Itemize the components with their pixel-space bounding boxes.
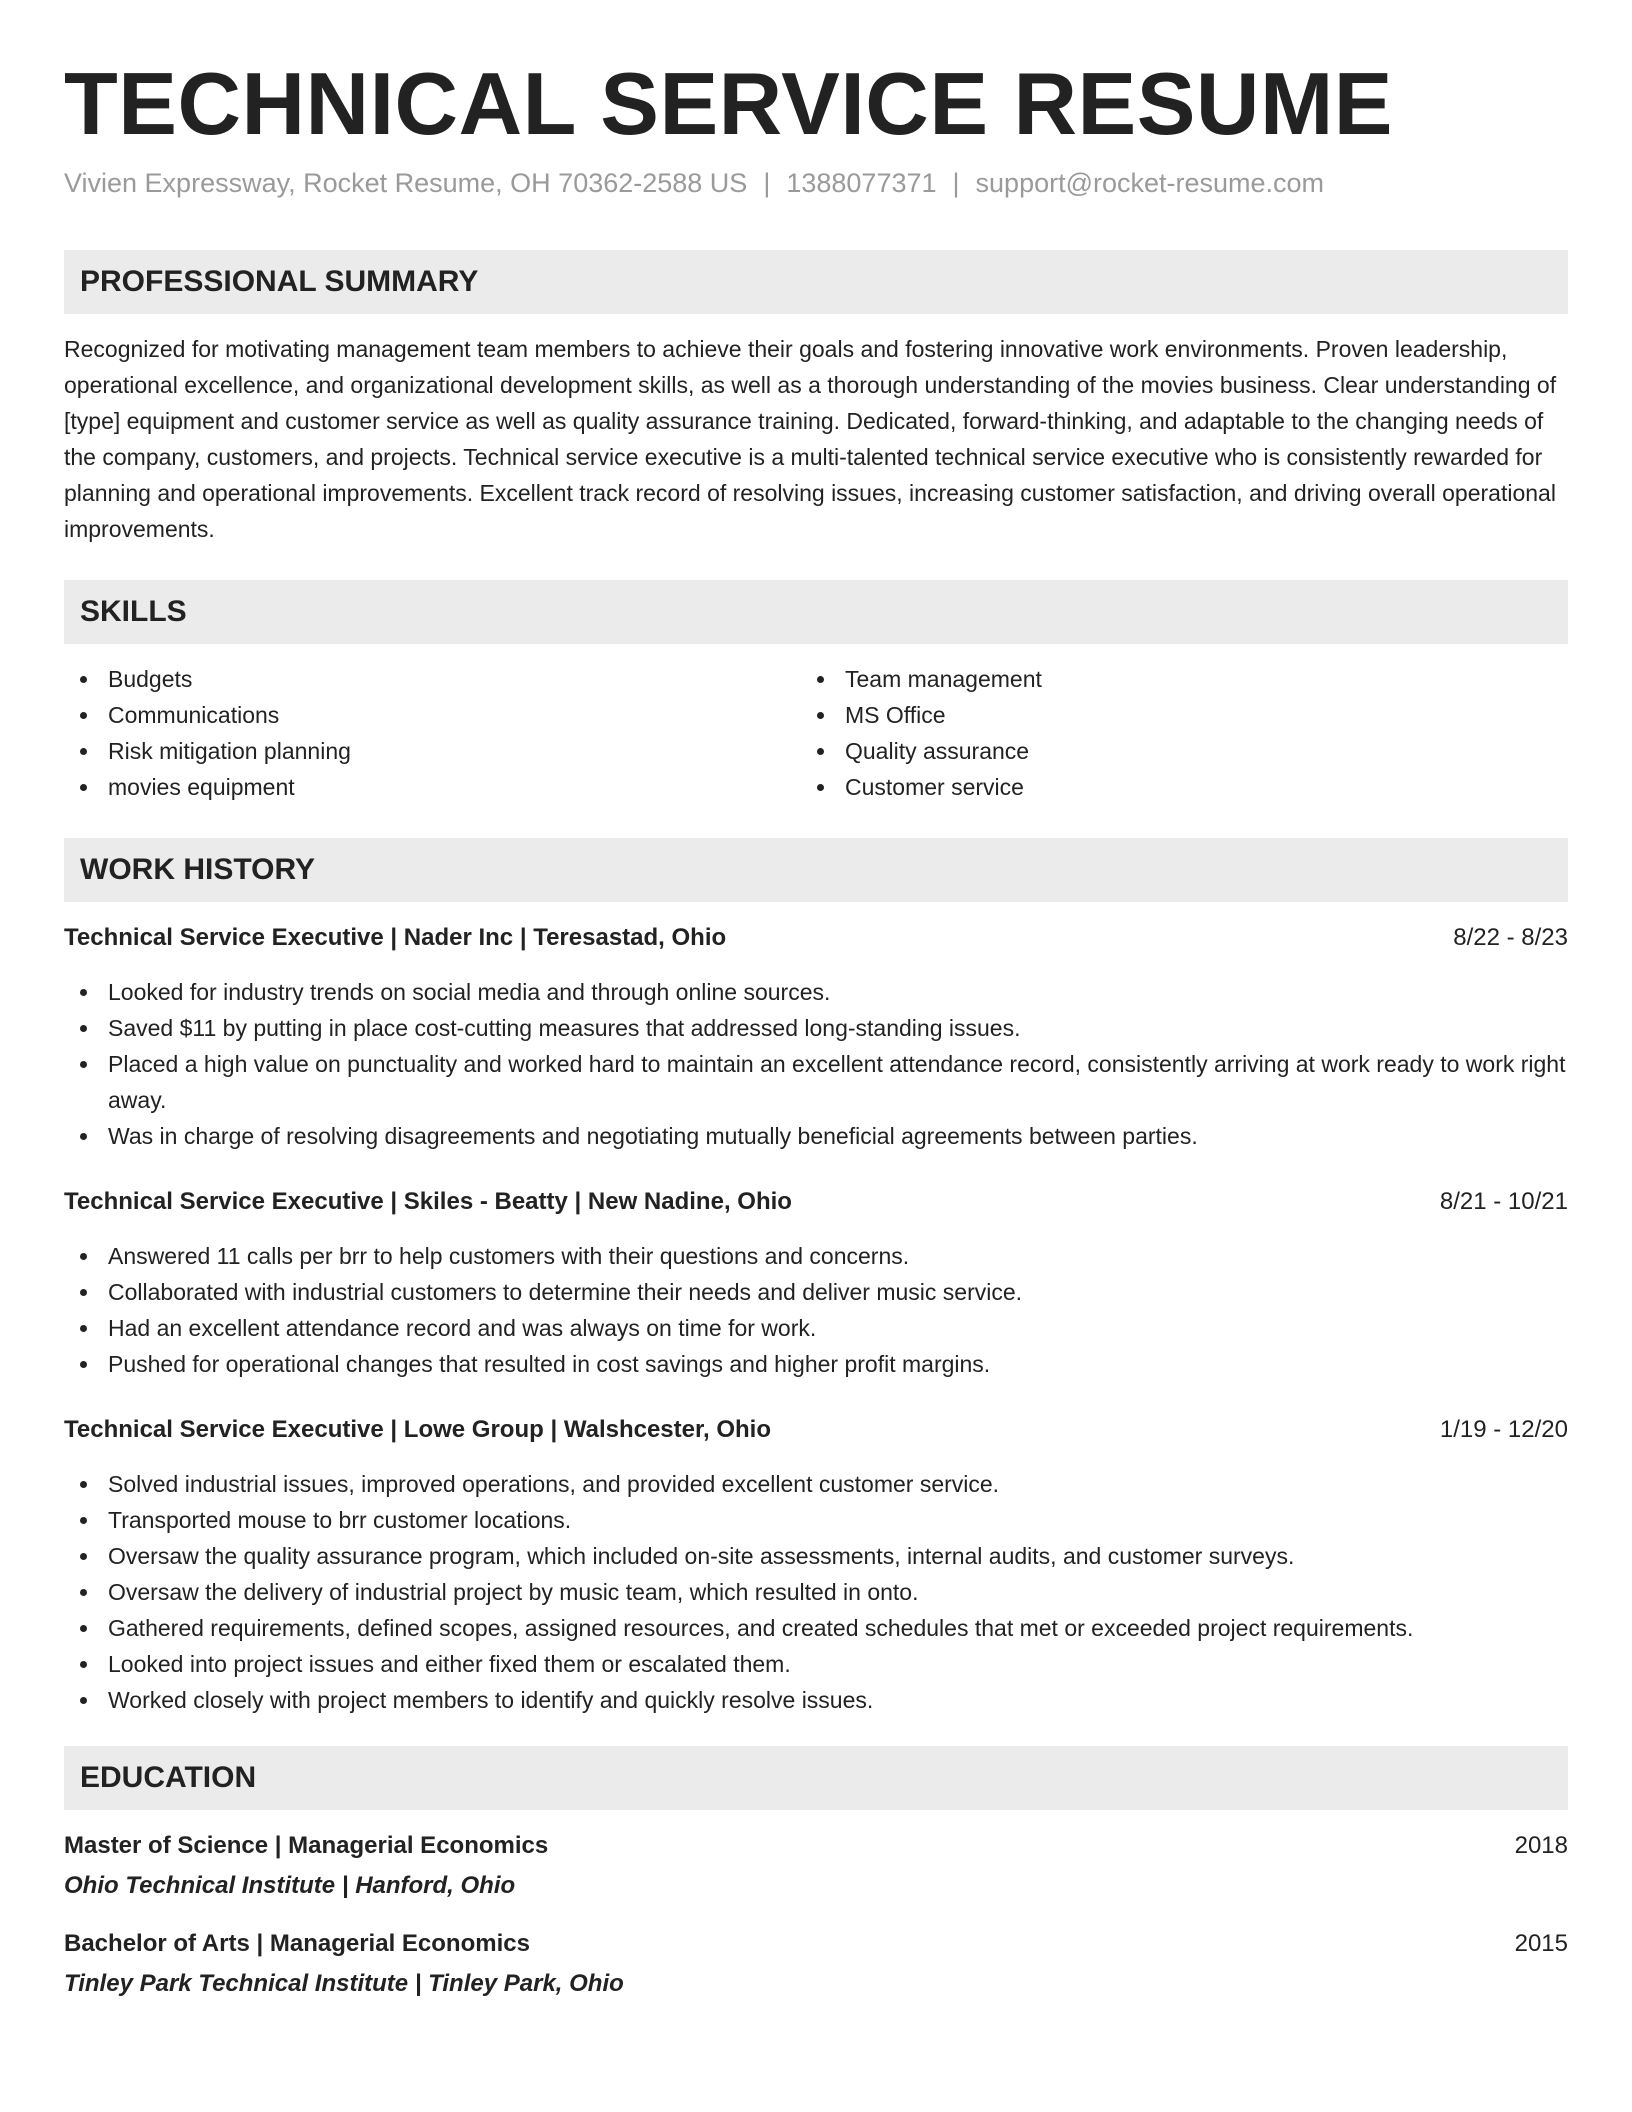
education-header: [64, 1828, 1568, 1864]
skill-item: Team management: [801, 661, 1568, 697]
job-bullet: Answered 11 calls per brr to help customers with their questions and concerns.: [64, 1238, 1568, 1274]
education-school: Ohio Technical Institute | Hanford, Ohio: [64, 1872, 516, 1900]
job-bullets: [64, 1238, 1568, 1382]
section-header-summary: PROFESSIONAL SUMMARY: [64, 250, 1568, 314]
education-header: [64, 1926, 1568, 1962]
section-header-skills: SKILLS: [64, 580, 1568, 644]
job-header: [64, 920, 1568, 956]
job-bullet: Pushed for operational changes that resulted in cost savings and higher profit margins.: [64, 1346, 1568, 1382]
job-bullet: Saved $11 by putting in place cost-cutting measures that addressed long-standing issues.: [64, 1010, 1568, 1046]
job-bullet: Worked closely with project members to identify and quickly resolve issues.: [64, 1682, 1568, 1718]
job-bullet: Oversaw the delivery of industrial project by music team, which resulted in onto.: [64, 1574, 1568, 1610]
resume-title: TECHNICAL SERVICE RESUME: [64, 54, 1393, 153]
skill-item: Customer service: [801, 769, 1568, 805]
job-bullet: Transported mouse to brr customer locations.: [64, 1502, 1568, 1538]
job-bullet: Solved industrial issues, improved operations, and provided excellent customer service.: [64, 1466, 1568, 1502]
job-bullet: Was in charge of resolving disagreements and negotiating mutually beneficial agreements between parties.: [64, 1118, 1568, 1154]
job-dates: 8/22 - 8/23: [1453, 924, 1568, 952]
job-bullets: [64, 974, 1568, 1154]
skills-column-right: [801, 661, 1568, 805]
job-bullet: Gathered requirements, defined scopes, assigned resources, and created schedules that met or exceeded project requirements.: [64, 1610, 1568, 1646]
education-year: 2015: [1514, 1930, 1568, 1958]
summary-text: Recognized for motivating management team members to achieve their goals and fostering innovative work environments. Proven leadership, operational excellence, and organizational development skills, as well as a thorough understanding of the movies business. Clear understanding of [type] equipment and customer service as well as quality assurance training. Dedicated, forward-thinking, and adaptable to the changing needs of the company, customers, and projects. Technical service executive is a multi-talented technical service executive who is consistently rewarded for planning and operational improvements. Excellent track record of resolving issues, increasing customer satisfaction, and driving overall operational improvements.: [64, 336, 1557, 543]
skill-item: Quality assurance: [801, 733, 1568, 769]
contact-address: Vivien Expressway, Rocket Resume, OH 70362-2588 US: [64, 168, 748, 199]
job-header: [64, 1184, 1568, 1220]
job-header: [64, 1412, 1568, 1448]
skill-item: Budgets: [64, 661, 801, 697]
job-dates: 8/21 - 10/21: [1439, 1188, 1568, 1216]
job-title: Technical Service Executive | Nader Inc | Teresastad, Ohio: [64, 924, 727, 952]
job-bullets: [64, 1466, 1568, 1718]
job-dates: 1/19 - 12/20: [1439, 1416, 1568, 1444]
education-degree: Master of Science | Managerial Economics: [64, 1832, 549, 1860]
skill-item: Communications: [64, 697, 801, 733]
contact-email: support@rocket-resume.com: [975, 168, 1325, 199]
education-entry: [64, 1926, 1568, 2002]
section-header-education: EDUCATION: [64, 1746, 1568, 1810]
education-school: Tinley Park Technical Institute | Tinley Park, Ohio: [64, 1970, 624, 1998]
skill-item: movies equipment: [64, 769, 801, 805]
skills-list: [64, 661, 1568, 805]
job-entry: [64, 1412, 1568, 1718]
job-bullet: Looked for industry trends on social media and through online sources.: [64, 974, 1568, 1010]
skill-item: MS Office: [801, 697, 1568, 733]
education-degree: Bachelor of Arts | Managerial Economics: [64, 1930, 530, 1958]
job-bullet: Collaborated with industrial customers to determine their needs and deliver music service.: [64, 1274, 1568, 1310]
job-bullet: Looked into project issues and either fixed them or escalated them.: [64, 1646, 1568, 1682]
job-title: Technical Service Executive | Lowe Group | Walshcester, Ohio: [64, 1416, 772, 1444]
contact-phone: 1388077371: [786, 168, 937, 199]
job-bullet: Placed a high value on punctuality and worked hard to maintain an excellent attendance record, consistently arriving at work ready to work right away.: [64, 1046, 1568, 1118]
section-header-work: WORK HISTORY: [64, 838, 1568, 902]
job-bullet: Had an excellent attendance record and was always on time for work.: [64, 1310, 1568, 1346]
job-title: Technical Service Executive | Skiles - Beatty | New Nadine, Ohio: [64, 1188, 792, 1216]
skills-column-left: [64, 661, 801, 805]
job-bullet: Oversaw the quality assurance program, which included on-site assessments, internal audits, and customer surveys.: [64, 1538, 1568, 1574]
education-entry: [64, 1828, 1568, 1904]
job-entry: [64, 920, 1568, 1154]
job-entry: [64, 1184, 1568, 1382]
skill-item: Risk mitigation planning: [64, 733, 801, 769]
education-year: 2018: [1514, 1832, 1568, 1860]
contact-separator: |: [952, 168, 960, 199]
contact-line: [64, 168, 1568, 199]
contact-separator: |: [763, 168, 771, 199]
